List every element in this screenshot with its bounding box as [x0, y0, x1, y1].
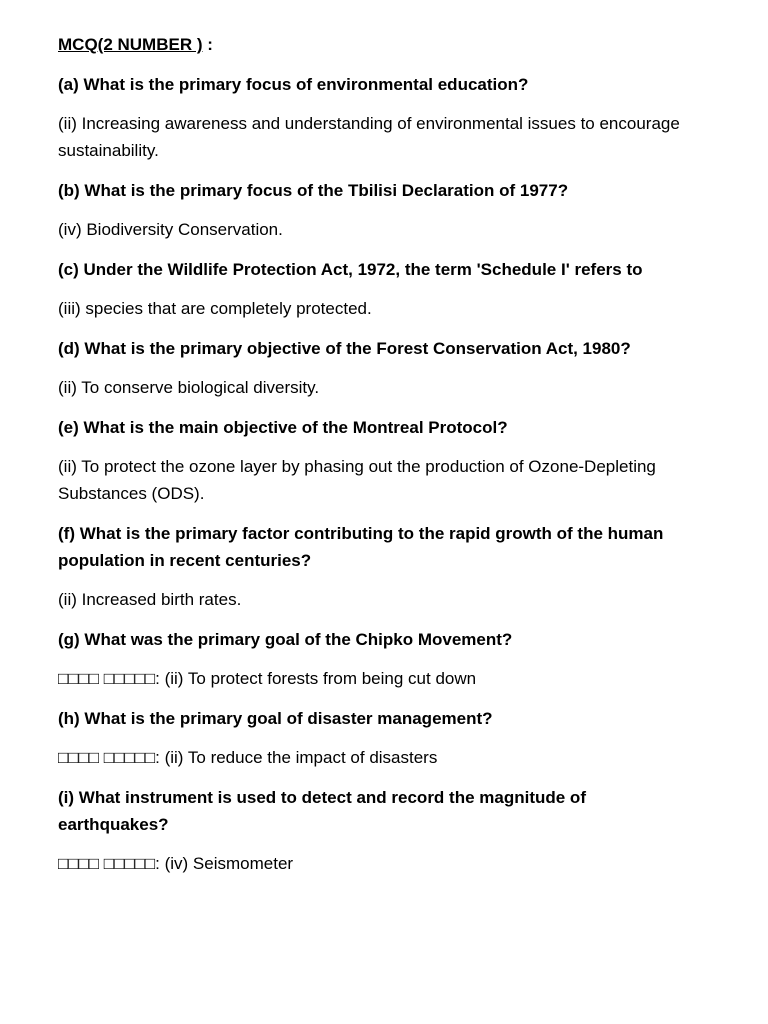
question-item-e: [58, 414, 698, 507]
question-item-f: [58, 520, 698, 613]
question-text: (c) Under the Wildlife Protection Act, 1972, the term 'Schedule I' refers to: [58, 260, 643, 279]
answer-value: (ii) To reduce the impact of disasters: [164, 748, 438, 767]
answer-text: [58, 374, 698, 401]
question-text: (h) What is the primary goal of disaster management?: [58, 709, 493, 728]
section-heading-text: MCQ(2 NUMBER ): [58, 35, 203, 54]
answer-value: (ii) Increasing awareness and understanding of environmental issues to encourage sustainability.: [58, 114, 680, 160]
answer-value: (iii) species that are completely protected.: [58, 299, 372, 318]
answer-value: (ii) Increased birth rates.: [58, 590, 242, 609]
answer-text: [58, 453, 698, 507]
section-heading-suffix: :: [202, 35, 213, 54]
question-item-a: [58, 71, 698, 164]
question-text: (g) What was the primary goal of the Chipko Movement?: [58, 630, 513, 649]
question-text: (a) What is the primary focus of environmental education?: [58, 75, 529, 94]
answer-text: [58, 110, 698, 164]
document-page: [58, 32, 698, 877]
section-heading: [58, 32, 698, 58]
answer-text: [58, 850, 698, 877]
answer-prefix: □□□□ □□□□□:: [58, 854, 165, 873]
question-text: (f) What is the primary factor contributing to the rapid growth of the human population in recent centuries?: [58, 524, 664, 570]
question-item-b: [58, 177, 698, 243]
answer-text: [58, 744, 698, 771]
answer-text: [58, 586, 698, 613]
answer-text: [58, 665, 698, 692]
answer-value: (ii) To protect forests from being cut down: [164, 669, 477, 688]
answer-text: [58, 295, 698, 322]
question-text: (i) What instrument is used to detect and record the magnitude of earthquakes?: [58, 788, 586, 834]
question-item-h: [58, 705, 698, 771]
question-item-g: [58, 626, 698, 692]
answer-text: [58, 216, 698, 243]
answer-value: (iv) Seismometer: [164, 854, 294, 873]
answer-prefix: □□□□ □□□□□:: [58, 669, 165, 688]
answer-prefix: □□□□ □□□□□:: [58, 748, 165, 767]
answer-value: (ii) To conserve biological diversity.: [58, 378, 320, 397]
question-text: (e) What is the main objective of the Montreal Protocol?: [58, 418, 508, 437]
answer-value: (ii) To protect the ozone layer by phasing out the production of Ozone-Depleting Substances (ODS).: [58, 457, 656, 503]
question-text: (d) What is the primary objective of the Forest Conservation Act, 1980?: [58, 339, 631, 358]
question-text: (b) What is the primary focus of the Tbilisi Declaration of 1977?: [58, 181, 569, 200]
question-item-c: [58, 256, 698, 322]
answer-value: (iv) Biodiversity Conservation.: [58, 220, 283, 239]
question-item-d: [58, 335, 698, 401]
question-item-i: [58, 784, 698, 877]
